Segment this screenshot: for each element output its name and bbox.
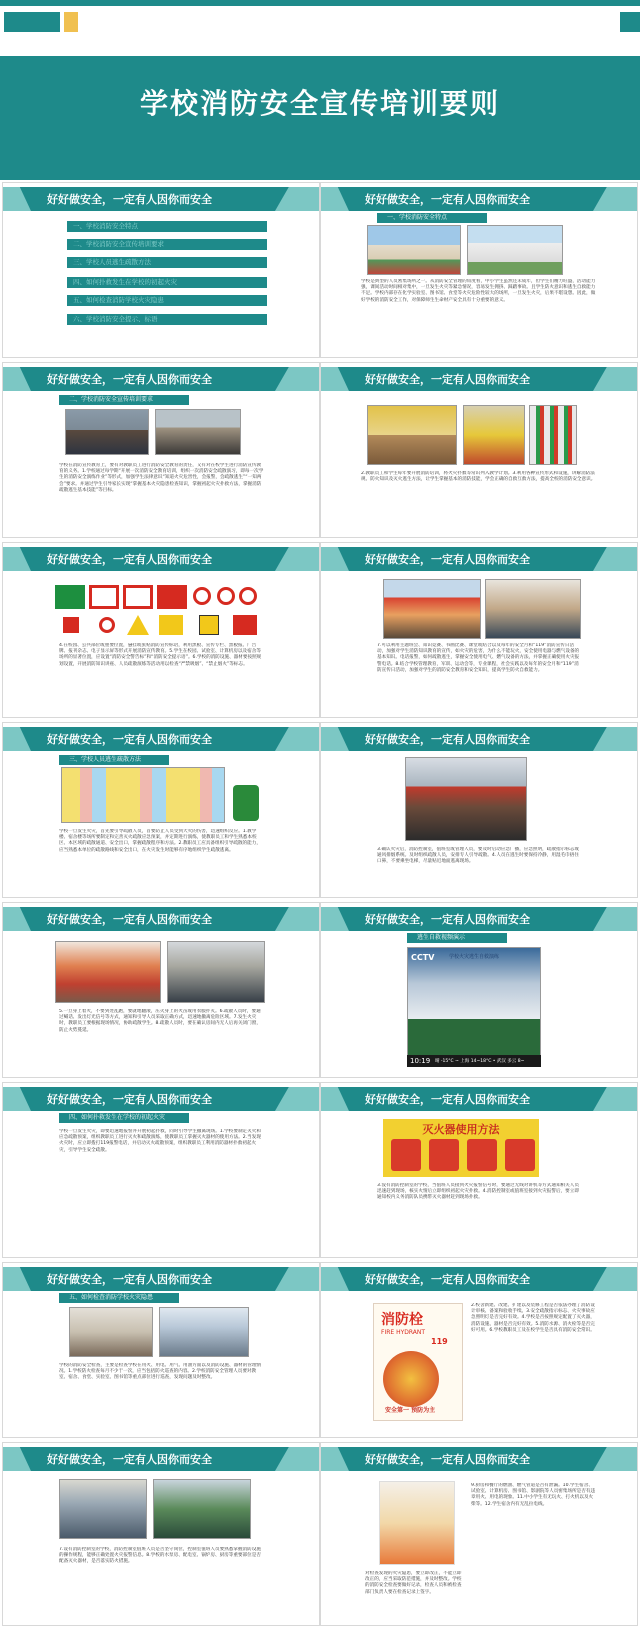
- slide-control-room[interactable]: [2, 1442, 320, 1626]
- section-title: 逃生自救视频演示: [407, 933, 507, 943]
- slide-theme-activities[interactable]: [320, 542, 638, 718]
- slide-evacuation-drill[interactable]: [320, 722, 638, 898]
- slide-kitchen-dorm-check[interactable]: [320, 1442, 638, 1626]
- slide-header-text: 好好做安全，一定有人因你而安全: [365, 733, 530, 746]
- caution-sign-icon: [159, 615, 183, 635]
- stairs-evacuation-photo: [55, 941, 161, 1003]
- slide-body-text: 学校的消防安全检查，主要是检查学校在用火、用电、用气、用油方面以及消防设施、器材的管理情况。1.学校防火检查每月不少于一次，应当包括防火巡查的内容。2.学校消防安全管理人员要对教室、宿舍、食堂、实验室、图书馆等重点部位进行巡查，发现问题及时整改。: [59, 1363, 262, 1381]
- students-activity-photo: [463, 405, 525, 465]
- section-title: 三、学校人员逃生疏散方法: [59, 755, 169, 765]
- no-fire-icon: [193, 587, 211, 605]
- video-time: 10:19: [410, 1057, 431, 1065]
- slide-body-text: 4.在校园、公共部位或重要位置，悬挂或张贴消防宣传标语，利用黑板、宣传专栏、黑板报、广告牌、报刊杂志、电子显示屏等形式开展消防宣传教育。5.学生在校园、试验室、计算机房以及宿舍等场所的显著位置，应设置“消防安全警告标”和“消防安全提示语”。6.学校的消防设施、器材要按照规划设置，开展消防知识讲座、人员疏散演练等活动用以检查“严禁吸烟”、“禁止烟火”等标志。: [59, 643, 262, 667]
- slide-body-text: 学校一旦发生火灾，即要迅速地报警并开展初起扑救，同时引导学生撤离现场。1.学校要制定灭火和应急疏散预案，组织教职员工进行灭火和疏散演练，使教职员工掌握灭火器材的使用方法。2.当发现火灾时，应立即拨打119报警电话，并启动灭火疏散预案，组织教职员工利用消防器材扑救初起火灾，引导学生安全疏散。: [59, 1129, 261, 1153]
- slide-body-text: 对检查发现的火灾隐患，要立即改正，不能立即改正的，应当采取防范措施，并及时整改。学校的消防安全检查要做好记录，检查人员和被检查部门负责人要在检查记录上签字。: [365, 1571, 462, 1595]
- section-title: 五、如何检查消防学校火灾隐患: [59, 1293, 179, 1303]
- slide-body-text: 7.可以利用主题班会、知识竞赛、书画比赛、课堂或结合以及每年的安全月和“119”消防宣传日活动，加强对学生消防知识教育的宣传，如火灾的危害，为什么不能玩火，安全使用电器与燃气设备的基本知识。电话报警，如何疏散逃生，掌握安全使用电气、燃气设备的方法，并掌握正确使用火灾报警电话。8.结合学校管理教育，军训、运动会等，专业课程，社会实践以及每年的安全月和“119”消防宣传日活动，加强对学生的消防安全教育和安全知识，提高学生防火自救能力。: [377, 643, 580, 673]
- toc-item[interactable]: 三、学校人员逃生疏散方法: [67, 257, 267, 268]
- corner-decor-block: [620, 12, 640, 32]
- slide-body-text: 7.设有消防控制室的学校，消防控制室值班人员是否坚守岗位，控制室值班人员要熟悉掌握消防设施的操作规程，能够正确处置火灾报警信息。8.学校的水泵房、配电室、锅炉房、厨房等重要部位是否配备灭火器材，是否落实防火措施。: [59, 1547, 261, 1565]
- slide-body-text: 5.一旦身上着火，不要到处乱跑，要就地翻滚，压灭身上的火苗或用衣服扑灭。6.疏散人员时，要通过喊话、发出灯光信号等方式，通知和引导人员采取正确方式，迅速地撤离危险区域。7.发生火灾时，教职员工要根据现场情况，协助疏散学生。8.疏散人员时，要在确认房间内无人后再关闭门窗，防止火势蔓延。: [59, 1009, 261, 1033]
- toc-item[interactable]: 二、学校消防安全宣传培训要求: [67, 239, 267, 250]
- fire-equipment-icon: [157, 585, 187, 609]
- school-building-photo: [367, 225, 461, 275]
- video-frame[interactable]: [407, 947, 541, 1067]
- section-title: 一、学校消防安全特点: [377, 213, 487, 223]
- slide-header-text: 好好做安全，一定有人因你而安全: [47, 373, 212, 386]
- extinguisher-step2-icon: [429, 1139, 459, 1171]
- toc-item[interactable]: 五、如何检查消防学校火灾隐患: [67, 295, 267, 306]
- slide-evacuation-map[interactable]: [2, 722, 320, 898]
- top-accent-bar: [0, 0, 640, 6]
- no-smoking-icon: [217, 587, 235, 605]
- classroom-photo: [69, 1307, 153, 1357]
- toc-item[interactable]: 六、学校消防安全提示、标语: [67, 314, 267, 325]
- safety-signs-board-photo: [529, 405, 577, 465]
- slide-hazard-inspection[interactable]: [2, 1262, 320, 1438]
- fire-hydrant-icon: [383, 1351, 439, 1407]
- no-matches-icon: [239, 587, 257, 605]
- slide-self-rescue[interactable]: [2, 902, 320, 1078]
- slide-header-text: 好好做安全，一定有人因你而安全: [47, 1273, 212, 1286]
- slide-header-text: 好好做安全，一定有人因你而安全: [365, 1093, 530, 1106]
- extinguisher-step4-icon: [505, 1139, 535, 1171]
- section-title: 四、如何扑救发生在学校的初起火灾: [59, 1113, 189, 1123]
- slide-header-text: 好好做安全，一定有人因你而安全: [365, 373, 530, 386]
- hydrant-sign-icon: [199, 615, 219, 635]
- slide-education-activities[interactable]: [320, 362, 638, 538]
- video-caption: 学校火灾逃生自救演练: [449, 954, 500, 960]
- toc-item[interactable]: 一、学校消防安全特点: [67, 221, 267, 232]
- cartoon-illustration: [379, 1481, 455, 1565]
- school-campus-photo: [467, 225, 563, 275]
- slide-body-text: 3.没有消防控制室的学校，当值班人员接到火灾报警信号时，要通过无线对讲机等方式通知相关人员迅速赶到现场，核实火情后立即组织初起火灾扑救。4.消防控制室或值班室接到火灾报警后，要立即通知校内义务消防队员携带灭火器材赶到现场扑救。: [377, 1183, 579, 1201]
- fire-drill-photo: [155, 409, 241, 455]
- manual-alarm-icon: [89, 585, 119, 609]
- slide-body-text: 3.确认火灾后，消防控制室，值班室或管理人员，要及时启动应急广播，应急照明，疏散指示标志或通风排烟系统。及时组织疏散人员，安排专人引导疏散。4.人员在逃生时要保持冷静，用湿毛巾捂住口鼻，不要乘坐电梯，尽量贴近地面逃离现场。: [377, 847, 579, 865]
- video-ticker: 晴 -15°C ~ 上海 14~18°C • 武汉 多云 8~: [435, 1059, 525, 1064]
- slide-body-text: 学校是典型的人员密集场所之一。从消防安全管理的角度看，中小学生虽然还未成年，但学生们精力旺盛，活动能力强，课间活动时间相对集中，一旦发生火灾等紧急情况，容易发生拥挤、踩踏事故。且学生防火意识和逃生自救能力不足。学校内部存在化学实验室、图书馆、食堂等火灾危险性较大的场所，一旦发生火灾，后果不堪设想。因此，做好学校的消防安全工作，对保障师生生命财产安全具有十分重要的意义。: [361, 279, 596, 303]
- library-photo: [159, 1307, 249, 1357]
- slide-header-text: 好好做安全，一定有人因你而安全: [365, 553, 530, 566]
- page-title: 学校消防安全宣传培训要则: [139, 87, 500, 120]
- hydrant-poster-subtitle: FIRE HYDRANT: [381, 1329, 426, 1336]
- slide-header-text: 好好做安全，一定有人因你而安全: [47, 733, 212, 746]
- teal-decor-block: [4, 12, 60, 32]
- toc-item[interactable]: 四、如何扑救发生在学校的初起火灾: [67, 277, 267, 288]
- yellow-decor-block: [64, 12, 78, 32]
- slide-hydrant-checklist[interactable]: [320, 1262, 638, 1438]
- evacuation-floor-plan: [61, 767, 225, 823]
- slide-header-text: 好好做安全，一定有人因你而安全: [365, 1453, 530, 1466]
- fire-event-arch-photo: [383, 579, 481, 639]
- hydrant-poster-number: 119: [431, 1337, 448, 1346]
- slide-body-text: 2.校舍新建、改建、扩建以及装修工程是否依法办理了消防设计审核、备案和验收手续。3.安全疏散指示标志、火灾事故应急照明灯是否完好有效。4.学校是否按照规定配置了灭火器，消防设施、器材是否完好有效。5.消防水源、消火栓等是否完好可用。6.学校教职员工及在校学生是否具有消防安全常识。: [471, 1303, 595, 1333]
- title-slide: [0, 0, 640, 180]
- video-channel-logo: CCTV: [411, 953, 435, 962]
- slide-body-text: 2.教职员工和学生每年要开展消防培训，将火灾扑救等常识列入教学计划。3.利用各种宣传形式和设施，讲解消防法规、防火知识及灭火逃生方法，让学生掌握基本的消防技能，学会正确的自救互救方法，提高全校的消防安全意识。: [361, 471, 596, 483]
- slide-toc[interactable]: [2, 182, 320, 358]
- slide-body-text: 学校一旦发生火灾，首先要引导疏散人员，首要防止人员受到大火的伤害，迅速组织反应。1.教学楼、宿舍楼等场所要制定和完善灭火疏散应急预案，并定期进行演练，使教职员工和学生熟悉本校区、本区域的疏散通道、安全出口，掌握疏散程序和方法。2.教职员工应具备组织引导疏散的能力，应当熟悉本单位的疏散路线和安全出口，在火灾发生时能够有序地组织学生疏散逃离。: [59, 829, 261, 853]
- fire-poster-photo: [367, 405, 457, 465]
- slide-header-text: 好好做安全，一定有人因你而安全: [47, 193, 212, 206]
- hydrant-poster-title: 消防栓: [381, 1312, 423, 1328]
- slide-extinguisher-use[interactable]: [320, 1082, 638, 1258]
- slide-safety-signs[interactable]: [2, 542, 320, 718]
- fire-phone-icon: [123, 585, 153, 609]
- hydrant-poster-caption: 安全第一 预防为主: [385, 1407, 436, 1414]
- slide-video-demo[interactable]: [320, 902, 638, 1078]
- corridor-escape-photo: [167, 941, 265, 1003]
- slide-header-text: 好好做安全，一定有人因你而安全: [47, 1453, 212, 1466]
- slide-header-text: 好好做安全，一定有人因你而安全: [365, 193, 530, 206]
- slide-school-features[interactable]: [320, 182, 638, 358]
- slide-header-text: 好好做安全，一定有人因你而安全: [47, 913, 212, 926]
- students-drill-photo: [405, 757, 527, 841]
- no-fire-source-icon: [99, 617, 115, 633]
- extinguisher-sign-icon: [63, 617, 79, 633]
- extinguisher-step1-icon: [391, 1139, 421, 1171]
- slide-header-text: 好好做安全，一定有人因你而安全: [365, 913, 530, 926]
- slide-header-text: 好好做安全，一定有人因你而安全: [365, 1273, 530, 1286]
- extinguisher-title: 灭火器使用方法: [422, 1123, 500, 1136]
- slide-body-text: 学校在消防宣传教育上，要有对教职员工进行消防安全教育的责任，又有对在校学生进行消防宣传教育的义务。1.学校通过每学期“开展一次消防安全教育培训，组织一次消防安全疏散演习，即每一次学生的消防安全演练作业”等形式，加强学生法律意识“知道火灾危害性，会报警，会疏散逃生”“一知两会”要求。并通过学生引导家长实现“掌握基本火灾隐患检查知识，掌握初起火灾扑救方法，掌握消防疏散逃生基本技能”等目标。: [59, 463, 264, 493]
- classroom-activity-photo: [485, 579, 581, 639]
- exit-sign-icon: [55, 585, 85, 609]
- section-title: 二、学校消防安全宣传培训要求: [59, 395, 189, 405]
- slide-body-text: 9.厨房和餐厅的燃油、燃气管道是否有泄漏。10.学生宿舍、试验室、计算机房、图书馆、影剧院等人员密集场所是否有违章用火、用电的现象。11.中小学生有无玩火、打火机以及火柴等。12.学生宿舍内有无乱拉电线。: [471, 1483, 596, 1507]
- slide-header-text: 好好做安全，一定有人因你而安全: [47, 1093, 212, 1106]
- inspection-officers-photo: [153, 1479, 251, 1539]
- extinguisher-step3-icon: [467, 1139, 497, 1171]
- slide-initial-fire[interactable]: [2, 1082, 320, 1258]
- hydrant-label-icon: [233, 615, 257, 635]
- slide-header-text: 好好做安全，一定有人因你而安全: [47, 553, 212, 566]
- slide-training-requirements[interactable]: [2, 362, 320, 538]
- training-crowd-photo: [65, 409, 149, 455]
- fire-warning-icon: [127, 615, 149, 635]
- escape-figure-icon: [233, 785, 259, 821]
- control-room-photo: [59, 1479, 147, 1539]
